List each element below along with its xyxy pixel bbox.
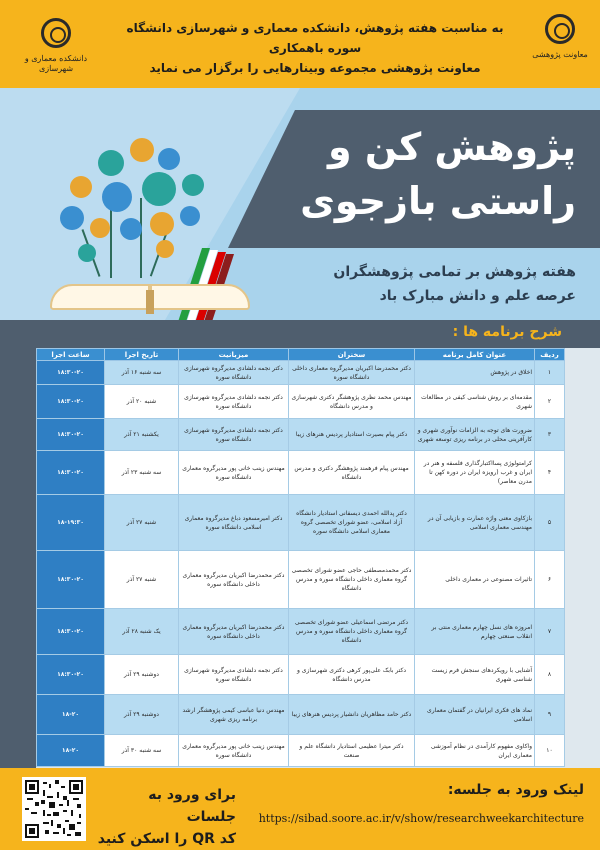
table-row [37, 551, 565, 609]
cell-row-number: ۸ [535, 655, 565, 695]
schedule-right-band [564, 348, 600, 768]
stem-line [110, 208, 112, 278]
table-row [37, 385, 565, 419]
gear-icon [70, 176, 92, 198]
cell-program-title: کرامتولوژی پسااکتبارگذاری فلسفه و هنر در ایران و غرب (رویزه ایران در دوره کهن تا مدرن معاصر) [415, 451, 535, 495]
hero-title-line-1: پژوهش کن و [328, 125, 576, 169]
cell-time: ۱۸:۳۰-۲۰ [37, 451, 105, 495]
cell-time: ۱۸:۳۰-۲۰ [37, 551, 105, 609]
cell-date: سه شنبه ۱۶ آذر [105, 361, 179, 385]
cell-time: ۱۸-۲۰ [37, 695, 105, 735]
cell-host: دکتر نجمه دلشادی مدیرگروه شهرسازی دانشگاه سوره [179, 655, 289, 695]
faculty-logo-left [12, 18, 100, 76]
qr-code-icon [25, 780, 83, 838]
globe-icon [180, 206, 200, 226]
cell-host: دکتر محمدرضا اکبریان مدیرگروه معماری داخلی دانشگاه سوره [179, 609, 289, 655]
seal-icon [545, 14, 575, 44]
cell-row-number: ۵ [535, 495, 565, 551]
atom-icon [98, 150, 124, 176]
cell-date: دوشنبه ۲۹ آذر [105, 655, 179, 695]
hero-slogan-line-2: عرصه علم و دانش مبارک باد [379, 288, 576, 304]
cell-speaker: دکتر محمدرضا اکبریان مدیرگروه معماری داخلی دانشگاه سوره [289, 361, 415, 385]
cell-speaker: دکتر بابک علی‌پور کرهی دکتری شهرسازی و مدرس دانشگاه [289, 655, 415, 695]
header-banner [0, 0, 600, 88]
flask-icon [150, 212, 174, 236]
cell-row-number: ۷ [535, 609, 565, 655]
cell-row-number: ۹ [535, 695, 565, 735]
lightbulb-icon [90, 218, 110, 238]
cell-date: یک شنبه ۲۸ آذر [105, 609, 179, 655]
cell-speaker: دکتر محمدمصطفی حاجی عضو شورای تخصصی گروه معماری داخلی دانشگاه سوره و مدرس دانشگاه [289, 551, 415, 609]
cell-time: ۱۸:۳۰-۲۰ [37, 609, 105, 655]
cell-speaker: دکتر حامد مظاهریان دانشیار پردیس هنرهای زیبا [289, 695, 415, 735]
header-speaker: سخنران [289, 349, 415, 361]
cell-host: دکتر نجمه دلشادی مدیرگروه شهرسازی دانشگاه سوره [179, 361, 289, 385]
cell-row-number: ۲ [535, 385, 565, 419]
pencil-icon [78, 244, 96, 262]
table-row [37, 735, 565, 767]
cell-program-title: واکاوی مفهوم کارآمدی در نظام آموزشی معماری ایران [415, 735, 535, 767]
cell-program-title: اخلاق در پژوهش [415, 361, 535, 385]
cell-time: ۱۸:۳۰-۲۰ [37, 361, 105, 385]
cell-row-number: ۳ [535, 419, 565, 451]
header-row-number: ردیف [535, 349, 565, 361]
header-line-2: معاونت پژوهشی مجموعه وبینارهایی را برگزار می نماید [149, 61, 481, 75]
cell-row-number: ۶ [535, 551, 565, 609]
cell-date: سه شنبه ۳۰ آذر [105, 735, 179, 767]
presentation-icon [142, 172, 176, 206]
cell-program-title: نماد های فکری ایرانیان در گفتمان معماری اسلامی [415, 695, 535, 735]
cell-host: دکتر نجمه دلشادی مدیرگروه شهرسازی دانشگاه سوره [179, 419, 289, 451]
seal-icon [41, 18, 71, 48]
header-time: ساعت اجرا [37, 349, 105, 361]
cell-program-title: ضرورت های توجه به الزامات نوآوری شهری و کارآفرینی محلی در برنامه ریزی توسعه شهری [415, 419, 535, 451]
chart-icon [158, 148, 180, 170]
table-header-row [37, 349, 565, 361]
cell-date: شنبه ۲۷ آذر [105, 495, 179, 551]
cell-program-title: تاثیرات مصنوعی در معماری داخلی [415, 551, 535, 609]
stem-line [140, 198, 142, 278]
calculator-icon [130, 138, 154, 162]
cell-host: مهندس دنیا عباسی کیمی پژوهشگر ارشد برنامه ریزی شهری [179, 695, 289, 735]
cell-program-title: مقدمه‌ای بر روش شناسی کیفی در مطالعات شهری [415, 385, 535, 419]
open-book [50, 276, 250, 316]
microscope-icon [120, 218, 142, 240]
table-row [37, 361, 565, 385]
book-icon [60, 206, 84, 230]
cell-speaker: دکتر پدالله احمدی دیسفانی استادیار دانشگاه آزاد اسلامی، عضو شورای تخصصی گروه معماری اسلامی دانشگاه سوره [289, 495, 415, 551]
cell-host: دکتر محمدرضا اکبریان مدیرگروه معماری داخلی دانشگاه سوره [179, 551, 289, 609]
hero-slogan-line-1: هفته پژوهش بر تمامی پژوهشگران [333, 264, 576, 280]
qr-instruction [96, 784, 236, 850]
header-date: تاریخ اجرا [105, 349, 179, 361]
cell-speaker: دکتر میترا عظیمی استادیار دانشگاه علم و صنعت [289, 735, 415, 767]
table-row [37, 495, 565, 551]
graduation-cap-icon [102, 182, 132, 212]
table-row [37, 419, 565, 451]
cell-host: مهندس زینب خانی پور مدیرگروه معماری دانشگاه سوره [179, 735, 289, 767]
schedule-section [0, 320, 600, 768]
cell-time: ۱۸-۱۹:۳۰ [37, 495, 105, 551]
table-row [37, 655, 565, 695]
qr-instruction-line-2: کد QR را اسکن کنید [97, 831, 236, 847]
university-logo-right [532, 14, 588, 78]
logo-right-text: معاونت پژوهشی [532, 50, 588, 59]
logo-left-text: دانشکده معماری و شهرسازی [24, 54, 88, 73]
table-row [37, 451, 565, 495]
cell-date: دوشنبه ۲۹ آذر [105, 695, 179, 735]
schedule-left-band [0, 348, 36, 768]
hero-slogan [333, 260, 576, 308]
cell-speaker: مهندس محمد نظری پژوهشگر دکتری شهرسازی و مدرس دانشگاه [289, 385, 415, 419]
cell-speaker: دکتر مرتضی اسماعیلی عضو شورای تخصصی گروه معماری داخلی دانشگاه سوره و مدرس دانشگاه [289, 609, 415, 655]
header-line-1: به مناسبت هفته پژوهش، دانشکده معماری و شهرسازی دانشگاه سوره باهمکاری [126, 21, 504, 55]
table-row [37, 695, 565, 735]
cell-program-title: امروزه های نسل چهارم معماری منتی بر انقلاب صنعتی چهارم [415, 609, 535, 655]
cell-host: دکتر نجمه دلشادی مدیرگروه شهرسازی دانشگاه سوره [179, 385, 289, 419]
cell-time: ۱۸:۳۰-۲۰ [37, 419, 105, 451]
hero-title [300, 120, 576, 228]
schedule-table [36, 348, 565, 767]
header-announcement [110, 18, 520, 78]
cell-time: ۱۸-۲۰ [37, 735, 105, 767]
cell-date: یکشنبه ۲۱ آذر [105, 419, 179, 451]
cell-host: دکتر امیرمسعود دباغ مدیرگروه معماری اسلامی دانشگاه سوره [179, 495, 289, 551]
cell-time: ۱۸:۳۰-۲۰ [37, 385, 105, 419]
qr-instruction-line-1: برای ورود به جلسات [148, 787, 236, 825]
trophy-icon [156, 240, 174, 258]
table-row [37, 609, 565, 655]
session-link-label: لینک ورود به جلسه: [447, 782, 584, 798]
cell-date: شنبه ۲۷ آذر [105, 551, 179, 609]
cell-row-number: ۴ [535, 451, 565, 495]
cell-time: ۱۸:۳۰-۲۰ [37, 655, 105, 695]
session-link[interactable]: https://sibad.soore.ac.ir/v/show/researchweekarchitecture [258, 812, 584, 825]
header-host: میزبانیت [179, 349, 289, 361]
cell-date: شنبه ۲۰ آذر [105, 385, 179, 419]
schedule-title: شرح برنامه ها : [452, 324, 562, 340]
footer-banner [0, 768, 600, 850]
cell-program-title: بازکاوی معنی واژه عمارت و بازیابی آن در مهندسی معماری اسلامی [415, 495, 535, 551]
cell-speaker: دکتر پیام بصیرت استادیار پردیس هنرهای زیبا [289, 419, 415, 451]
header-program-title: عنوان کامل برنامه [415, 349, 535, 361]
cell-program-title: آشنایی با رویکردهای سنجش فرم زیست شناسی شهری [415, 655, 535, 695]
cell-speaker: مهندس پیام فرهمند پژوهشگر دکتری و مدرس دانشگاه [289, 451, 415, 495]
qr-code[interactable] [22, 777, 86, 841]
cell-host: مهندس زینب خانی پور مدیرگروه معماری دانشگاه سوره [179, 451, 289, 495]
cell-date: سه شنبه ۲۳ آذر [105, 451, 179, 495]
cell-row-number: ۱ [535, 361, 565, 385]
chat-icon [182, 174, 204, 196]
hero-title-line-2: راستی بازجوی [300, 179, 576, 223]
hero-section [0, 88, 600, 320]
cell-row-number: ۱۰ [535, 735, 565, 767]
